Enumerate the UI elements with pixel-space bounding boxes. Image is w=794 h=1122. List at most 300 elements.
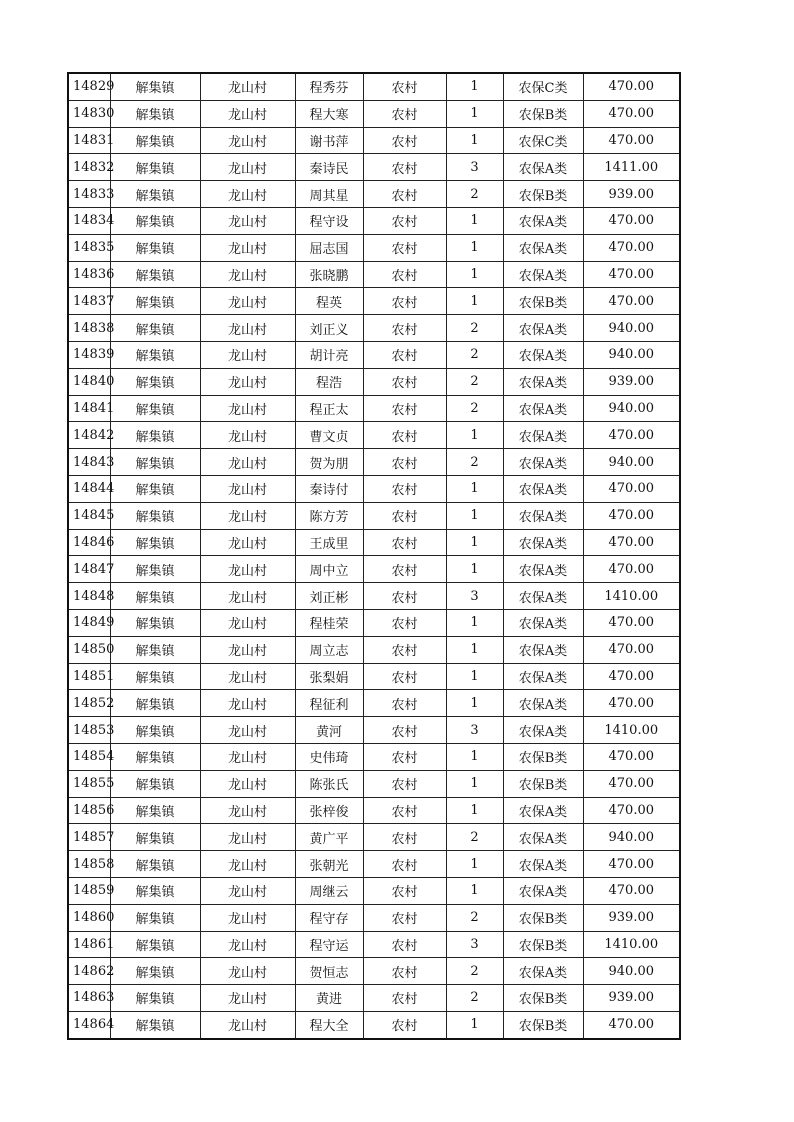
table-row bbox=[68, 797, 680, 824]
area-type-cell: 农村 bbox=[363, 690, 446, 717]
person-name-cell: 程守设 bbox=[295, 207, 363, 234]
town-cell: 解集镇 bbox=[110, 154, 200, 181]
amount-cell: 470.00 bbox=[583, 1011, 680, 1038]
household-count-cell: 2 bbox=[446, 341, 503, 368]
town-cell: 解集镇 bbox=[110, 529, 200, 556]
person-name-cell: 程守运 bbox=[295, 931, 363, 958]
record-id-cell: 14847 bbox=[68, 556, 110, 583]
village-cell: 龙山村 bbox=[200, 181, 295, 208]
village-cell: 龙山村 bbox=[200, 797, 295, 824]
household-count-cell: 1 bbox=[446, 743, 503, 770]
area-type-cell: 农村 bbox=[363, 502, 446, 529]
amount-cell: 470.00 bbox=[583, 234, 680, 261]
household-count-cell: 3 bbox=[446, 717, 503, 744]
record-id-cell: 14840 bbox=[68, 368, 110, 395]
insurance-class-cell: 农保A类 bbox=[503, 583, 583, 610]
record-id-cell: 14829 bbox=[68, 73, 110, 100]
table-row bbox=[68, 341, 680, 368]
household-count-cell: 1 bbox=[446, 422, 503, 449]
insurance-class-cell: 农保A类 bbox=[503, 529, 583, 556]
table-row bbox=[68, 770, 680, 797]
person-name-cell: 贺恒志 bbox=[295, 958, 363, 985]
record-id-cell: 14837 bbox=[68, 288, 110, 315]
record-id-cell: 14862 bbox=[68, 958, 110, 985]
town-cell: 解集镇 bbox=[110, 636, 200, 663]
area-type-cell: 农村 bbox=[363, 556, 446, 583]
table-row bbox=[68, 315, 680, 342]
table-row bbox=[68, 609, 680, 636]
person-name-cell: 程守存 bbox=[295, 904, 363, 931]
area-type-cell: 农村 bbox=[363, 315, 446, 342]
household-count-cell: 1 bbox=[446, 770, 503, 797]
amount-cell: 470.00 bbox=[583, 636, 680, 663]
person-name-cell: 程征利 bbox=[295, 690, 363, 717]
table-row bbox=[68, 127, 680, 154]
person-name-cell: 黄广平 bbox=[295, 824, 363, 851]
record-id-cell: 14833 bbox=[68, 181, 110, 208]
table-row bbox=[68, 395, 680, 422]
table-row bbox=[68, 529, 680, 556]
household-count-cell: 3 bbox=[446, 931, 503, 958]
table-row bbox=[68, 931, 680, 958]
town-cell: 解集镇 bbox=[110, 797, 200, 824]
village-cell: 龙山村 bbox=[200, 154, 295, 181]
town-cell: 解集镇 bbox=[110, 315, 200, 342]
table-row bbox=[68, 663, 680, 690]
insurance-class-cell: 农保B类 bbox=[503, 1011, 583, 1038]
insurance-class-cell: 农保B类 bbox=[503, 770, 583, 797]
area-type-cell: 农村 bbox=[363, 181, 446, 208]
amount-cell: 470.00 bbox=[583, 529, 680, 556]
person-name-cell: 程浩 bbox=[295, 368, 363, 395]
area-type-cell: 农村 bbox=[363, 341, 446, 368]
insurance-class-cell: 农保A类 bbox=[503, 449, 583, 476]
insurance-class-cell: 农保A类 bbox=[503, 154, 583, 181]
village-cell: 龙山村 bbox=[200, 234, 295, 261]
table-body bbox=[68, 73, 680, 1039]
town-cell: 解集镇 bbox=[110, 851, 200, 878]
record-id-cell: 14842 bbox=[68, 422, 110, 449]
area-type-cell: 农村 bbox=[363, 422, 446, 449]
village-cell: 龙山村 bbox=[200, 502, 295, 529]
town-cell: 解集镇 bbox=[110, 288, 200, 315]
village-cell: 龙山村 bbox=[200, 583, 295, 610]
person-name-cell: 张朝光 bbox=[295, 851, 363, 878]
household-count-cell: 1 bbox=[446, 556, 503, 583]
town-cell: 解集镇 bbox=[110, 73, 200, 100]
insurance-class-cell: 农保B类 bbox=[503, 743, 583, 770]
town-cell: 解集镇 bbox=[110, 877, 200, 904]
insurance-class-cell: 农保C类 bbox=[503, 127, 583, 154]
area-type-cell: 农村 bbox=[363, 234, 446, 261]
amount-cell: 470.00 bbox=[583, 422, 680, 449]
record-id-cell: 14854 bbox=[68, 743, 110, 770]
household-count-cell: 2 bbox=[446, 904, 503, 931]
village-cell: 龙山村 bbox=[200, 422, 295, 449]
village-cell: 龙山村 bbox=[200, 100, 295, 127]
area-type-cell: 农村 bbox=[363, 636, 446, 663]
record-id-cell: 14835 bbox=[68, 234, 110, 261]
record-id-cell: 14832 bbox=[68, 154, 110, 181]
village-cell: 龙山村 bbox=[200, 851, 295, 878]
table-row bbox=[68, 100, 680, 127]
amount-cell: 1411.00 bbox=[583, 154, 680, 181]
area-type-cell: 农村 bbox=[363, 583, 446, 610]
person-name-cell: 贺为朋 bbox=[295, 449, 363, 476]
household-count-cell: 1 bbox=[446, 609, 503, 636]
village-cell: 龙山村 bbox=[200, 368, 295, 395]
village-cell: 龙山村 bbox=[200, 449, 295, 476]
town-cell: 解集镇 bbox=[110, 502, 200, 529]
person-name-cell: 程秀芬 bbox=[295, 73, 363, 100]
town-cell: 解集镇 bbox=[110, 824, 200, 851]
area-type-cell: 农村 bbox=[363, 288, 446, 315]
table-row bbox=[68, 475, 680, 502]
area-type-cell: 农村 bbox=[363, 824, 446, 851]
record-id-cell: 14857 bbox=[68, 824, 110, 851]
household-count-cell: 2 bbox=[446, 449, 503, 476]
household-count-cell: 2 bbox=[446, 181, 503, 208]
insurance-class-cell: 农保A类 bbox=[503, 395, 583, 422]
area-type-cell: 农村 bbox=[363, 261, 446, 288]
village-cell: 龙山村 bbox=[200, 1011, 295, 1038]
village-cell: 龙山村 bbox=[200, 341, 295, 368]
household-count-cell: 1 bbox=[446, 529, 503, 556]
person-name-cell: 张晓鹏 bbox=[295, 261, 363, 288]
town-cell: 解集镇 bbox=[110, 395, 200, 422]
insurance-class-cell: 农保A类 bbox=[503, 690, 583, 717]
person-name-cell: 周继云 bbox=[295, 877, 363, 904]
person-name-cell: 胡计亮 bbox=[295, 341, 363, 368]
town-cell: 解集镇 bbox=[110, 904, 200, 931]
table-row bbox=[68, 690, 680, 717]
amount-cell: 470.00 bbox=[583, 261, 680, 288]
area-type-cell: 农村 bbox=[363, 207, 446, 234]
record-id-cell: 14844 bbox=[68, 475, 110, 502]
person-name-cell: 刘正彬 bbox=[295, 583, 363, 610]
amount-cell: 470.00 bbox=[583, 127, 680, 154]
village-cell: 龙山村 bbox=[200, 824, 295, 851]
person-name-cell: 黄河 bbox=[295, 717, 363, 744]
table-row bbox=[68, 368, 680, 395]
village-cell: 龙山村 bbox=[200, 985, 295, 1012]
town-cell: 解集镇 bbox=[110, 234, 200, 261]
insurance-class-cell: 农保A类 bbox=[503, 475, 583, 502]
town-cell: 解集镇 bbox=[110, 261, 200, 288]
area-type-cell: 农村 bbox=[363, 395, 446, 422]
area-type-cell: 农村 bbox=[363, 770, 446, 797]
table-row bbox=[68, 181, 680, 208]
area-type-cell: 农村 bbox=[363, 877, 446, 904]
table-row bbox=[68, 958, 680, 985]
town-cell: 解集镇 bbox=[110, 609, 200, 636]
area-type-cell: 农村 bbox=[363, 931, 446, 958]
village-cell: 龙山村 bbox=[200, 73, 295, 100]
insurance-class-cell: 农保A类 bbox=[503, 368, 583, 395]
household-count-cell: 1 bbox=[446, 475, 503, 502]
record-id-cell: 14841 bbox=[68, 395, 110, 422]
record-id-cell: 14843 bbox=[68, 449, 110, 476]
village-cell: 龙山村 bbox=[200, 743, 295, 770]
record-id-cell: 14836 bbox=[68, 261, 110, 288]
person-name-cell: 曹文贞 bbox=[295, 422, 363, 449]
village-cell: 龙山村 bbox=[200, 556, 295, 583]
table-row bbox=[68, 636, 680, 663]
record-id-cell: 14831 bbox=[68, 127, 110, 154]
person-name-cell: 陈方芳 bbox=[295, 502, 363, 529]
household-count-cell: 1 bbox=[446, 502, 503, 529]
village-cell: 龙山村 bbox=[200, 931, 295, 958]
table-row bbox=[68, 743, 680, 770]
village-cell: 龙山村 bbox=[200, 529, 295, 556]
amount-cell: 470.00 bbox=[583, 877, 680, 904]
insurance-class-cell: 农保A类 bbox=[503, 341, 583, 368]
record-id-cell: 14838 bbox=[68, 315, 110, 342]
insurance-class-cell: 农保A类 bbox=[503, 556, 583, 583]
household-count-cell: 1 bbox=[446, 636, 503, 663]
amount-cell: 470.00 bbox=[583, 288, 680, 315]
area-type-cell: 农村 bbox=[363, 73, 446, 100]
person-name-cell: 程大全 bbox=[295, 1011, 363, 1038]
household-count-cell: 1 bbox=[446, 207, 503, 234]
amount-cell: 940.00 bbox=[583, 449, 680, 476]
insurance-class-cell: 农保A类 bbox=[503, 315, 583, 342]
amount-cell: 939.00 bbox=[583, 368, 680, 395]
amount-cell: 940.00 bbox=[583, 341, 680, 368]
household-count-cell: 1 bbox=[446, 690, 503, 717]
table-row bbox=[68, 556, 680, 583]
person-name-cell: 刘正义 bbox=[295, 315, 363, 342]
town-cell: 解集镇 bbox=[110, 422, 200, 449]
insurance-class-cell: 农保A类 bbox=[503, 877, 583, 904]
amount-cell: 470.00 bbox=[583, 207, 680, 234]
person-name-cell: 程桂荣 bbox=[295, 609, 363, 636]
amount-cell: 1410.00 bbox=[583, 931, 680, 958]
insurance-class-cell: 农保B类 bbox=[503, 100, 583, 127]
insurance-class-cell: 农保B类 bbox=[503, 181, 583, 208]
town-cell: 解集镇 bbox=[110, 717, 200, 744]
town-cell: 解集镇 bbox=[110, 100, 200, 127]
area-type-cell: 农村 bbox=[363, 743, 446, 770]
town-cell: 解集镇 bbox=[110, 368, 200, 395]
area-type-cell: 农村 bbox=[363, 100, 446, 127]
table-row bbox=[68, 851, 680, 878]
insurance-class-cell: 农保A类 bbox=[503, 261, 583, 288]
amount-cell: 939.00 bbox=[583, 985, 680, 1012]
person-name-cell: 程英 bbox=[295, 288, 363, 315]
area-type-cell: 农村 bbox=[363, 985, 446, 1012]
town-cell: 解集镇 bbox=[110, 663, 200, 690]
insurance-class-cell: 农保A类 bbox=[503, 958, 583, 985]
record-id-cell: 14853 bbox=[68, 717, 110, 744]
town-cell: 解集镇 bbox=[110, 181, 200, 208]
insurance-class-cell: 农保B类 bbox=[503, 931, 583, 958]
town-cell: 解集镇 bbox=[110, 690, 200, 717]
amount-cell: 940.00 bbox=[583, 958, 680, 985]
village-cell: 龙山村 bbox=[200, 690, 295, 717]
record-id-cell: 14848 bbox=[68, 583, 110, 610]
insurance-class-cell: 农保A类 bbox=[503, 234, 583, 261]
area-type-cell: 农村 bbox=[363, 958, 446, 985]
amount-cell: 470.00 bbox=[583, 502, 680, 529]
table-row bbox=[68, 904, 680, 931]
household-count-cell: 2 bbox=[446, 958, 503, 985]
insurance-class-cell: 农保B类 bbox=[503, 985, 583, 1012]
household-count-cell: 1 bbox=[446, 100, 503, 127]
amount-cell: 470.00 bbox=[583, 609, 680, 636]
village-cell: 龙山村 bbox=[200, 207, 295, 234]
insurance-class-cell: 农保A类 bbox=[503, 663, 583, 690]
insurance-class-cell: 农保A类 bbox=[503, 207, 583, 234]
village-cell: 龙山村 bbox=[200, 877, 295, 904]
area-type-cell: 农村 bbox=[363, 154, 446, 181]
household-count-cell: 2 bbox=[446, 985, 503, 1012]
table-row bbox=[68, 261, 680, 288]
person-name-cell: 黄进 bbox=[295, 985, 363, 1012]
insurance-class-cell: 农保A类 bbox=[503, 851, 583, 878]
record-id-cell: 14863 bbox=[68, 985, 110, 1012]
town-cell: 解集镇 bbox=[110, 931, 200, 958]
area-type-cell: 农村 bbox=[363, 717, 446, 744]
village-cell: 龙山村 bbox=[200, 958, 295, 985]
record-id-cell: 14858 bbox=[68, 851, 110, 878]
insurance-class-cell: 农保A类 bbox=[503, 797, 583, 824]
record-id-cell: 14839 bbox=[68, 341, 110, 368]
table-row bbox=[68, 877, 680, 904]
household-count-cell: 2 bbox=[446, 395, 503, 422]
village-cell: 龙山村 bbox=[200, 261, 295, 288]
town-cell: 解集镇 bbox=[110, 985, 200, 1012]
town-cell: 解集镇 bbox=[110, 207, 200, 234]
village-cell: 龙山村 bbox=[200, 717, 295, 744]
record-id-cell: 14834 bbox=[68, 207, 110, 234]
household-count-cell: 1 bbox=[446, 127, 503, 154]
amount-cell: 940.00 bbox=[583, 824, 680, 851]
village-cell: 龙山村 bbox=[200, 663, 295, 690]
table-row bbox=[68, 288, 680, 315]
amount-cell: 939.00 bbox=[583, 904, 680, 931]
table-row bbox=[68, 583, 680, 610]
town-cell: 解集镇 bbox=[110, 583, 200, 610]
person-name-cell: 程正太 bbox=[295, 395, 363, 422]
record-id-cell: 14830 bbox=[68, 100, 110, 127]
amount-cell: 470.00 bbox=[583, 100, 680, 127]
area-type-cell: 农村 bbox=[363, 475, 446, 502]
record-id-cell: 14855 bbox=[68, 770, 110, 797]
amount-cell: 470.00 bbox=[583, 770, 680, 797]
area-type-cell: 农村 bbox=[363, 797, 446, 824]
amount-cell: 940.00 bbox=[583, 395, 680, 422]
table-row bbox=[68, 422, 680, 449]
household-count-cell: 1 bbox=[446, 288, 503, 315]
person-name-cell: 谢书萍 bbox=[295, 127, 363, 154]
table-row bbox=[68, 502, 680, 529]
town-cell: 解集镇 bbox=[110, 958, 200, 985]
table-row bbox=[68, 1011, 680, 1038]
household-count-cell: 2 bbox=[446, 315, 503, 342]
household-count-cell: 3 bbox=[446, 583, 503, 610]
household-count-cell: 2 bbox=[446, 824, 503, 851]
person-name-cell: 史伟琦 bbox=[295, 743, 363, 770]
person-name-cell: 秦诗民 bbox=[295, 154, 363, 181]
insurance-class-cell: 农保A类 bbox=[503, 422, 583, 449]
village-cell: 龙山村 bbox=[200, 475, 295, 502]
person-name-cell: 周立志 bbox=[295, 636, 363, 663]
record-id-cell: 14846 bbox=[68, 529, 110, 556]
village-cell: 龙山村 bbox=[200, 636, 295, 663]
village-cell: 龙山村 bbox=[200, 904, 295, 931]
amount-cell: 470.00 bbox=[583, 743, 680, 770]
household-count-cell: 1 bbox=[446, 797, 503, 824]
record-id-cell: 14861 bbox=[68, 931, 110, 958]
person-name-cell: 程大寒 bbox=[295, 100, 363, 127]
household-count-cell: 1 bbox=[446, 851, 503, 878]
insurance-class-cell: 农保B类 bbox=[503, 288, 583, 315]
town-cell: 解集镇 bbox=[110, 127, 200, 154]
person-name-cell: 陈张氏 bbox=[295, 770, 363, 797]
insurance-class-cell: 农保A类 bbox=[503, 636, 583, 663]
area-type-cell: 农村 bbox=[363, 1011, 446, 1038]
amount-cell: 1410.00 bbox=[583, 717, 680, 744]
household-count-cell: 1 bbox=[446, 73, 503, 100]
amount-cell: 470.00 bbox=[583, 556, 680, 583]
record-id-cell: 14859 bbox=[68, 877, 110, 904]
insurance-class-cell: 农保A类 bbox=[503, 824, 583, 851]
town-cell: 解集镇 bbox=[110, 556, 200, 583]
town-cell: 解集镇 bbox=[110, 770, 200, 797]
table-row bbox=[68, 154, 680, 181]
town-cell: 解集镇 bbox=[110, 341, 200, 368]
amount-cell: 470.00 bbox=[583, 663, 680, 690]
household-count-cell: 1 bbox=[446, 877, 503, 904]
person-name-cell: 屈志国 bbox=[295, 234, 363, 261]
table-row bbox=[68, 73, 680, 100]
area-type-cell: 农村 bbox=[363, 127, 446, 154]
amount-cell: 470.00 bbox=[583, 797, 680, 824]
amount-cell: 470.00 bbox=[583, 73, 680, 100]
table-row bbox=[68, 985, 680, 1012]
insurance-class-cell: 农保A类 bbox=[503, 717, 583, 744]
record-id-cell: 14852 bbox=[68, 690, 110, 717]
person-name-cell: 王成里 bbox=[295, 529, 363, 556]
household-count-cell: 3 bbox=[446, 154, 503, 181]
area-type-cell: 农村 bbox=[363, 609, 446, 636]
insurance-class-cell: 农保A类 bbox=[503, 609, 583, 636]
person-name-cell: 张梨娟 bbox=[295, 663, 363, 690]
person-name-cell: 秦诗付 bbox=[295, 475, 363, 502]
record-id-cell: 14856 bbox=[68, 797, 110, 824]
area-type-cell: 农村 bbox=[363, 529, 446, 556]
insurance-class-cell: 农保A类 bbox=[503, 502, 583, 529]
person-name-cell: 张梓俊 bbox=[295, 797, 363, 824]
village-cell: 龙山村 bbox=[200, 315, 295, 342]
town-cell: 解集镇 bbox=[110, 449, 200, 476]
record-id-cell: 14864 bbox=[68, 1011, 110, 1038]
household-count-cell: 2 bbox=[446, 368, 503, 395]
insurance-class-cell: 农保C类 bbox=[503, 73, 583, 100]
village-cell: 龙山村 bbox=[200, 770, 295, 797]
town-cell: 解集镇 bbox=[110, 475, 200, 502]
amount-cell: 940.00 bbox=[583, 315, 680, 342]
person-name-cell: 周其星 bbox=[295, 181, 363, 208]
amount-cell: 470.00 bbox=[583, 690, 680, 717]
town-cell: 解集镇 bbox=[110, 1011, 200, 1038]
household-count-cell: 1 bbox=[446, 1011, 503, 1038]
table-row bbox=[68, 824, 680, 851]
table-row bbox=[68, 207, 680, 234]
village-cell: 龙山村 bbox=[200, 609, 295, 636]
insurance-class-cell: 农保B类 bbox=[503, 904, 583, 931]
